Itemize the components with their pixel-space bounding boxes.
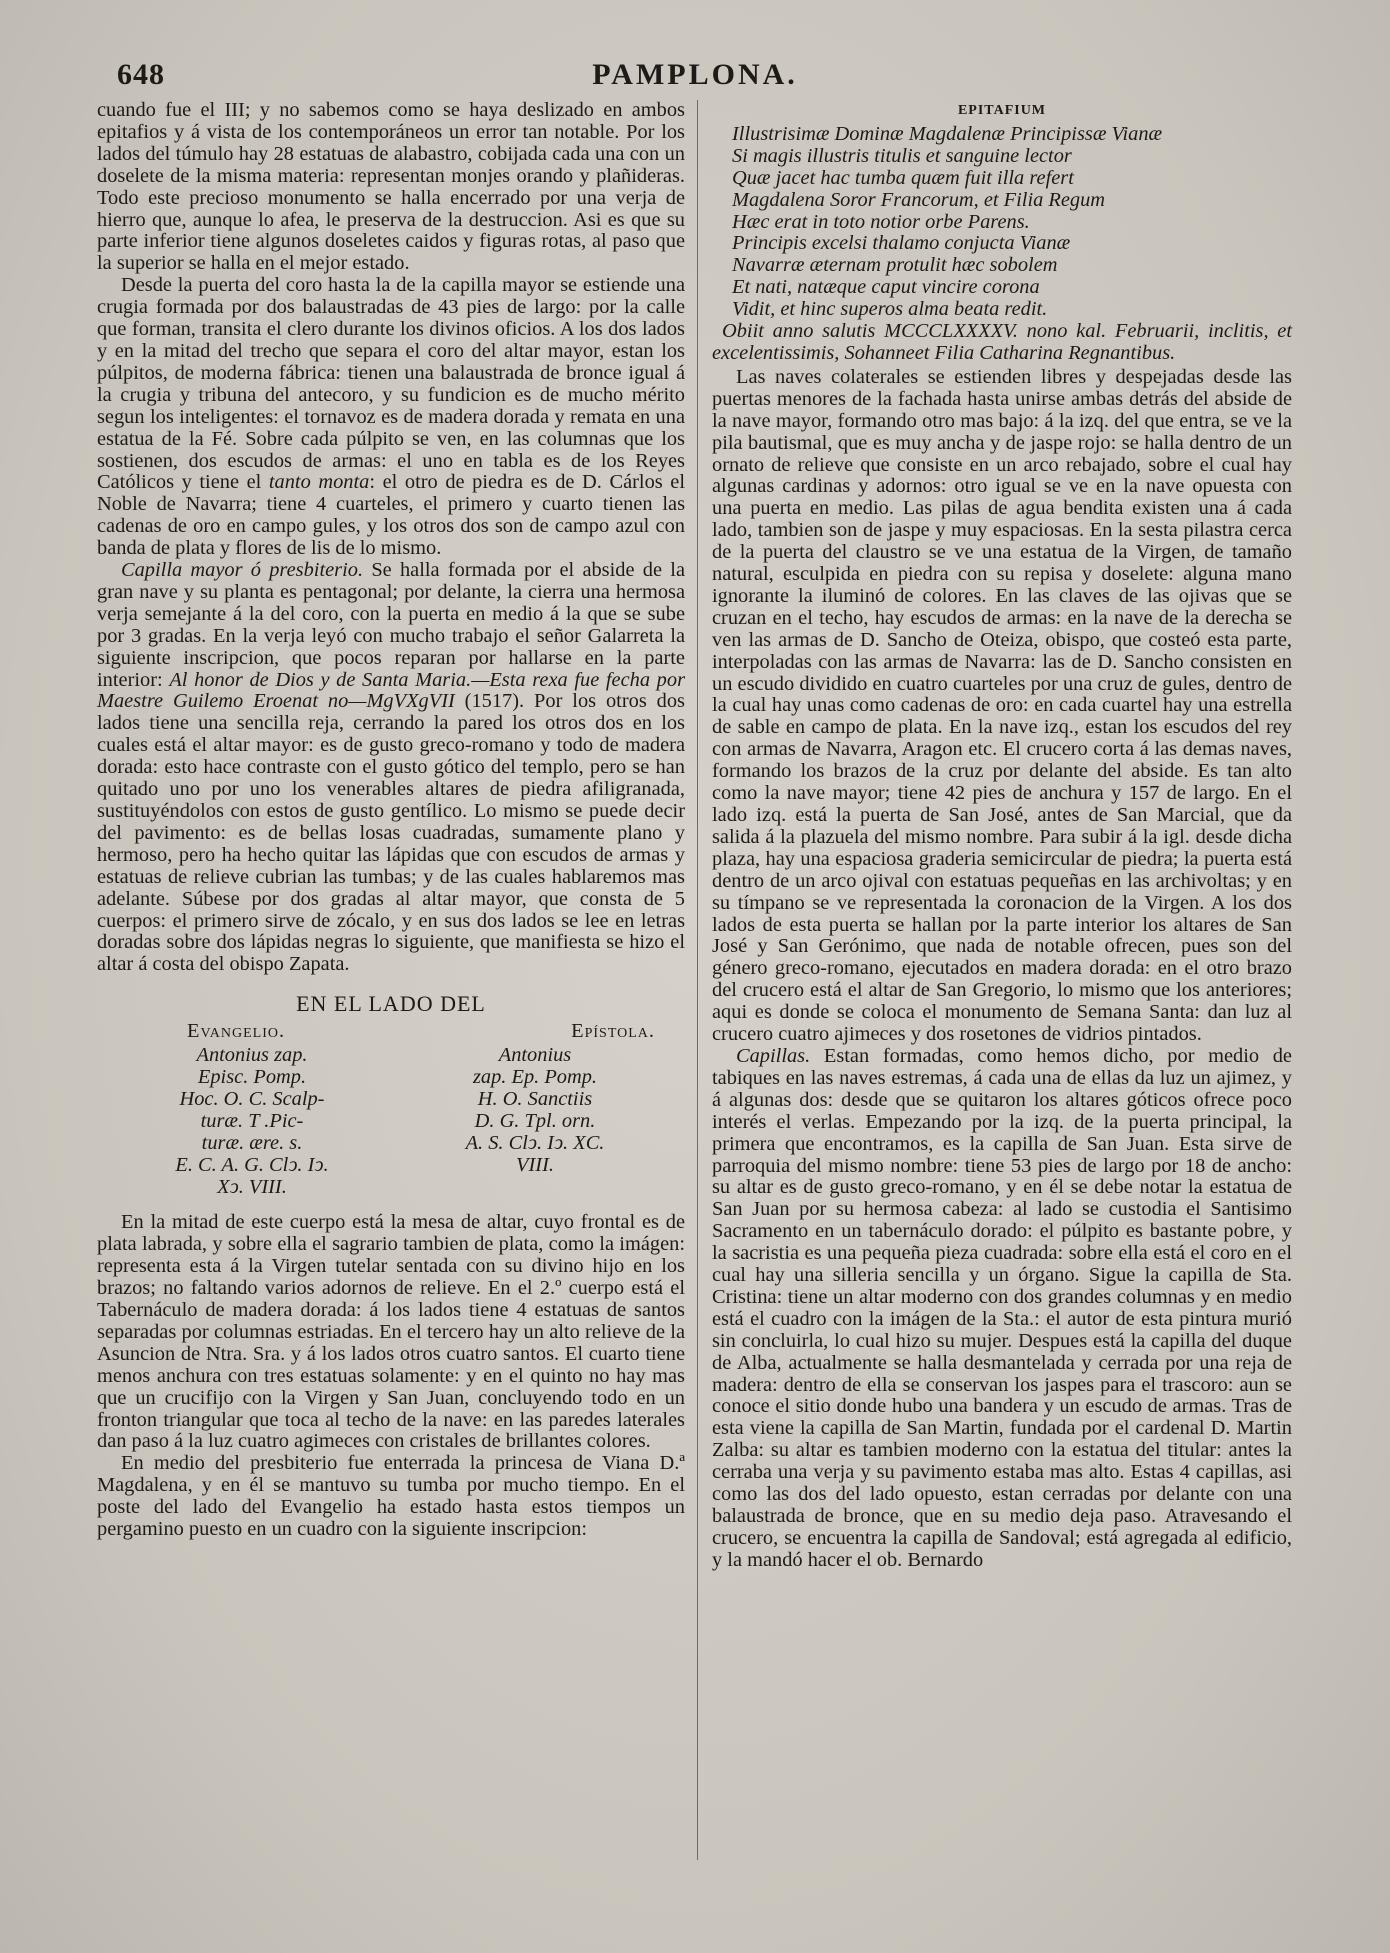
- epitaph-title: EPITAFIUM: [957, 103, 1047, 118]
- inscription-line: D. G. Tpl. orn.: [474, 1109, 596, 1132]
- paragraph-capillas: [712, 1046, 1292, 1572]
- inscription-line: Hoc. O. C. Scalp-: [179, 1087, 325, 1110]
- paragraph-tumulo: cuando fue el III; y no sabemos como se haya deslizado en ambos epitafios y á vista de los contemporáneos un error tan notable. Por los lados del túmulo hay 28 estatuas de alabastro, cobijada cada una con un doselete de la misma materia: representan monjes orando y plañideras. Todo este precioso monumento se halla encerrado por una verja de hierro que, aunque lo afea, le preserva de la destruccion. Asi es que su parte inferior tiene algunos doseletes caidos y figuras rotas, al paso que la superior se halla en el mejor estado.: [97, 99, 685, 275]
- inscription-line: turæ. T .Pic-: [200, 1109, 304, 1132]
- section-runin-capillas: Capillas.: [736, 1044, 811, 1067]
- epitaph-line: Principis excelsi thalamo conjucta Vianæ: [732, 232, 1071, 255]
- paragraph-naves-colaterales: Las naves colaterales se estienden libres y despejadas desde las puertas menores de la fachada hasta unirse ambas detrás del abside de la nave mayor, formando otro mas bajo: á la izq. del que entra, se ve la pila bautismal, que es muy ancha y de jaspe rojo: se halla dentro de un ornato de relieve que consiste en un arco rebajado, sobre el cual hay algunas cardinas y adornos: otro igual se ve en la nave opuesta con una puerta en medio. Las pilas de agua bendita existen una á cada lado, tambien son de jaspe y muy espaciosas. En la sesta pilastra cerca de la puerta del claustro se ve una estatua de la Virgen, de tamaño natural, esculpida en piedra con su repisa y doselete: alguna mano ignorante la iluminó de colores. En las claves de las ojivas que se cruzan en el techo, hay escudos de armas: en la nave de la derecha se ven las armas de D. Sancho de Oteiza, obispo, que costeó esta parte, interpoladas con las armas de Navarra: las de D. Sancho consisten en un escudo dividido en cuatro cuarteles por una cruz de gules, dentro de la cual hay unas como cadenas de oro: en cada cuartel hay una estrella de sable en campo de plata. En la nave izq., estan los escudos del rey con armas de Navarra, Aragon etc. El crucero corta á las demas naves, formando los brazos de la cruz por delante del abside. Es tan alto como la nave mayor; tiene 42 pies de anchura y 157 de largo. En el lado izq. está la puerta de San José, antes de San Marcial, que da salida á la plazuela del mismo nombre. Para subir á la igl. desde dicha plaza, hay una espaciosa graderia semicircular de piedra; la puerta está dentro de un arco ojival con estatuas pequeñas en las archivoltas; y en su tímpano se ve representada la coronacion de la Virgen. A los dos lados de esta puerta se hallan por la parte interior los altares de San José y San Gerónimo, que nada de notable ofrecen, pues son del género greco-romano, ejecutados en madera dorada: en el otro brazo del crucero está el altar de San Gregorio, lo mismo que los anteriores; aqui es donde se coloca el monumento de Semana Santa: dan luz al crucero cuatro ajimeces y dos rosetones de vidrios pintados.: [712, 365, 1292, 1046]
- tanto-monta-motto: tanto monta: [268, 471, 370, 494]
- inscription-line: Antonius: [498, 1044, 572, 1067]
- inscription-line: VIII.: [516, 1153, 554, 1176]
- verja-inscription: Al honor de Dios y de Santa Maria.—Esta rexa fue fecha por Maestre Guilemo Eroenat no—MgVXgVII: [97, 668, 686, 713]
- paragraph-princesa-viana: En medio del presbiterio fue enterrada la princesa de Viana D.ª Magdalena, y en él se mantuvo su tumba por mucho tiempo. En el poste del lado del Evangelio ha estado hasta estos tiempos un pergamino puesto en un cuadro con la siguiente inscripcion:: [97, 1452, 685, 1541]
- inscription-line: Antonius zap.: [196, 1044, 308, 1067]
- epitaph-line: Hæc erat in toto notior orbe Parens.: [732, 210, 1030, 233]
- capillas-text: Estan formadas, como hemos dicho, por medio de tabiques en las naves estremas, á cada una de ellas da luz un ajimez, y á algunas dos: desde que se quitaron los altares góticos ofrece poco interés el verlas. Empezando por la izq. de la puerta principal, la primera que encontramos, es la capilla de San Juan. Esta sirve de parroquia del mismo nombre: tiene 53 pies de largo por 18 de ancho: su altar es de gusto greco-romano, y en él se debe notar la estatua de San Juan por su hermosa cabeza: al lado se custodia el Santisimo Sacramento en un tabernáculo dorado: el púlpito es bastante pobre, y la sacristia es una pequeña pieza cuadrada: sobre ella está el coro en el cual hay una silleria sencilla y un órgano. Sigue la capilla de Sta. Cristina: tiene un altar moderno con dos grandes columnas y en medio está el cuadro con la imágen de la Sta.: el autor de esta pintura murió sin concluirla, lo cual hizo su mujer. Despues está la capilla del duque de Alba, actualmente se halla desmantelada y cerrada por una reja de madera: dentro de ella se conservan los jaspes para el trascoro: aun se conoce el sitio donde hubo una bandera y un escudo de armas. Tras de esta viene la capilla de San Martin, fundada por el cardenal D. Martin Zalba: su altar es tambien moderno con la estatua del titular: antes la cerraba una verja y su pavimento estaba mas alto. Estas 4 capillas, asi como las dos del lado opuesto, estan cerradas por delante con una balaustrada de bronce, que en su medio deja paso. Atravesando el crucero, se encuentra la capilla de Sandoval; está agregada al edificio, y la mandó hacer el ob. Bernardo: [712, 1044, 1292, 1571]
- inscription-line: zap. Ep. Pomp.: [472, 1065, 598, 1088]
- epistola-head: Epístola.: [571, 1020, 655, 1043]
- inscription-line: Xↄ. VIII.: [217, 1175, 287, 1198]
- column-divider: [697, 100, 698, 1860]
- epistola-inscription: [415, 1045, 655, 1198]
- crugia-text-end: : el otro de piedra es de D. Cárlos el Noble de Navarra; tiene 4 cuarteles, el primero y cuarto tienen las cadenas de oro en campo gules, y los otros dos son de campo azul con banda de plata y flores de lis de lo mismo.: [97, 471, 685, 560]
- epitaph-closing: Obiit anno salutis MCCCLXXXXV. nono kal. Februarii, inclitis, et excelentissimis, Sohanneet Filia Catharina Regnantibus.: [712, 320, 1292, 364]
- evangelio-inscription: [132, 1045, 372, 1198]
- inscription-line: H. O. Sanctiis: [477, 1087, 593, 1110]
- inscription-line: turæ. ære. s.: [201, 1131, 303, 1154]
- inscription-line: A. S. Clↄ. Iↄ. XC.: [465, 1131, 605, 1154]
- paragraph-crugia: [97, 275, 685, 560]
- crugia-text: Desde la puerta del coro hasta la de la capilla mayor se estiende una crugia formada por dos balaustradas de 43 pies de largo: por la calle que forman, transita el clero durante los divinos oficios. A los dos lados y en la mitad del trecho que separa el coro del altar mayor, estan los púlpitos, de moderna fábrica: tienen una balaustrada de bronce igual á la crugia y tribuna del antecoro, y su fundicion es de mucho mérito segun los inteligentes: el tornavoz es de madera dorada y remata en una estatua de la Fé. Sobre cada púlpito se ven, en las columnas que los sostienen, dos escudos de armas: el uno en tabla es de los Reyes Católicos y tiene el: [97, 274, 685, 494]
- page-number: 648: [117, 58, 165, 91]
- paragraph-altar-cuerpos: En la mitad de este cuerpo está la mesa de altar, cuyo frontal es de plata labrada, y sobre ella el sagrario tambien de plata, como la imágen: representa esta á la Virgen tutelar sentada con su divino hijo en los brazos; no faltando varios adornos de relieve. En el 2.º cuerpo está el Tabernáculo de madera dorada: á los lados tiene 4 estatuas de santos separadas por columnas estriadas. En el tercero hay un alto relieve de la Asuncion de Ntra. Sra. y á los lados otros cuatro santos. El cuarto tiene menos anchura con tres estatuas solamente: y en el quinto no hay mas que un crucifijo con la Virgen y San Juan, concluyendo todo en un fronton triangular que toca al techo de la nave: en las paredes laterales dan paso á la luz cuatro agimeces con cristales de brillantes colores.: [97, 1211, 685, 1453]
- epitaph-line: Et nati, natæque caput vincire corona: [732, 276, 1040, 299]
- epitaph-line: Illustrisimæ Dominæ Magdalenæ Principissæ Vianæ: [732, 122, 1163, 145]
- inscription-line: E. C. A. G. Clↄ. Iↄ.: [175, 1153, 329, 1176]
- capilla-mayor-text: Se halla formada por el abside de la gran nave y su planta es pentagonal; por delante, la cierra una hermosa verja semejante á la del coro, con la puerta en medio á la que se sube por 3 gradas. En la verja leyó con mucho trabajo el señor Galarreta la siguiente inscripcion, que pocos reparan por hallarse en la parte interior:: [97, 559, 685, 691]
- right-column: [712, 100, 1292, 1572]
- epitaph-line: Navarræ æternam protulit hæc sobolem: [732, 254, 1058, 277]
- paragraph-capilla-mayor: [97, 560, 685, 976]
- epitaph-line: Si magis illustris titulis et sanguine lector: [732, 144, 1072, 167]
- capilla-mayor-text-end: (1517). Por los otros dos lados tiene una sencilla reja, cerrando la pared los otros dos en los cuales está el altar mayor: es de gusto greco-romano y todo de madera dorada: esto hace contraste con el gusto gótico del templo, pero se han quitado uno por uno los venerables altares de piedra afiligranada, sustituyéndolos con estos de gusto gentílico. Lo mismo se puede decir del pavimento: es de bellas losas cuadradas, sumamente plano y hermoso, pero ha hecho quitar las lápidas que con escudos de armas y estatuas de relieve cubrian las tumbas; y de las cuales hablaremos mas adelante. Súbese por dos gradas al altar mayor, que consta de 5 cuerpos: el primero sirve de zócalo, y en sus dos lados se lee en letras doradas sobre dos lápidas negras lo siguiente, que manifiesta se hizo el altar á costa del obispo Zapata.: [97, 690, 685, 976]
- epitaph-line: Vidit, et hinc superos alma beata redit.: [732, 298, 1048, 321]
- epitaph-line: Magdalena Soror Francorum, et Filia Regum: [732, 188, 1106, 211]
- evangelio-head: Evangelio.: [187, 1020, 286, 1043]
- inscription-line: Episc. Pomp.: [197, 1065, 307, 1088]
- epitaph: [712, 124, 1292, 321]
- inscription-column-heads: [187, 1021, 655, 1043]
- inscription-subhead: EN EL LADO DEL: [296, 991, 486, 1017]
- altar-inscription: [132, 1045, 655, 1198]
- section-runin-capilla-mayor: Capilla mayor ó presbiterio.: [121, 559, 364, 582]
- page-header: [95, 58, 1295, 100]
- running-title: PAMPLONA.: [592, 58, 798, 91]
- epitaph-line: Quæ jacet hac tumba quæm fuit illa refert: [732, 166, 1074, 189]
- left-column: [97, 100, 685, 1541]
